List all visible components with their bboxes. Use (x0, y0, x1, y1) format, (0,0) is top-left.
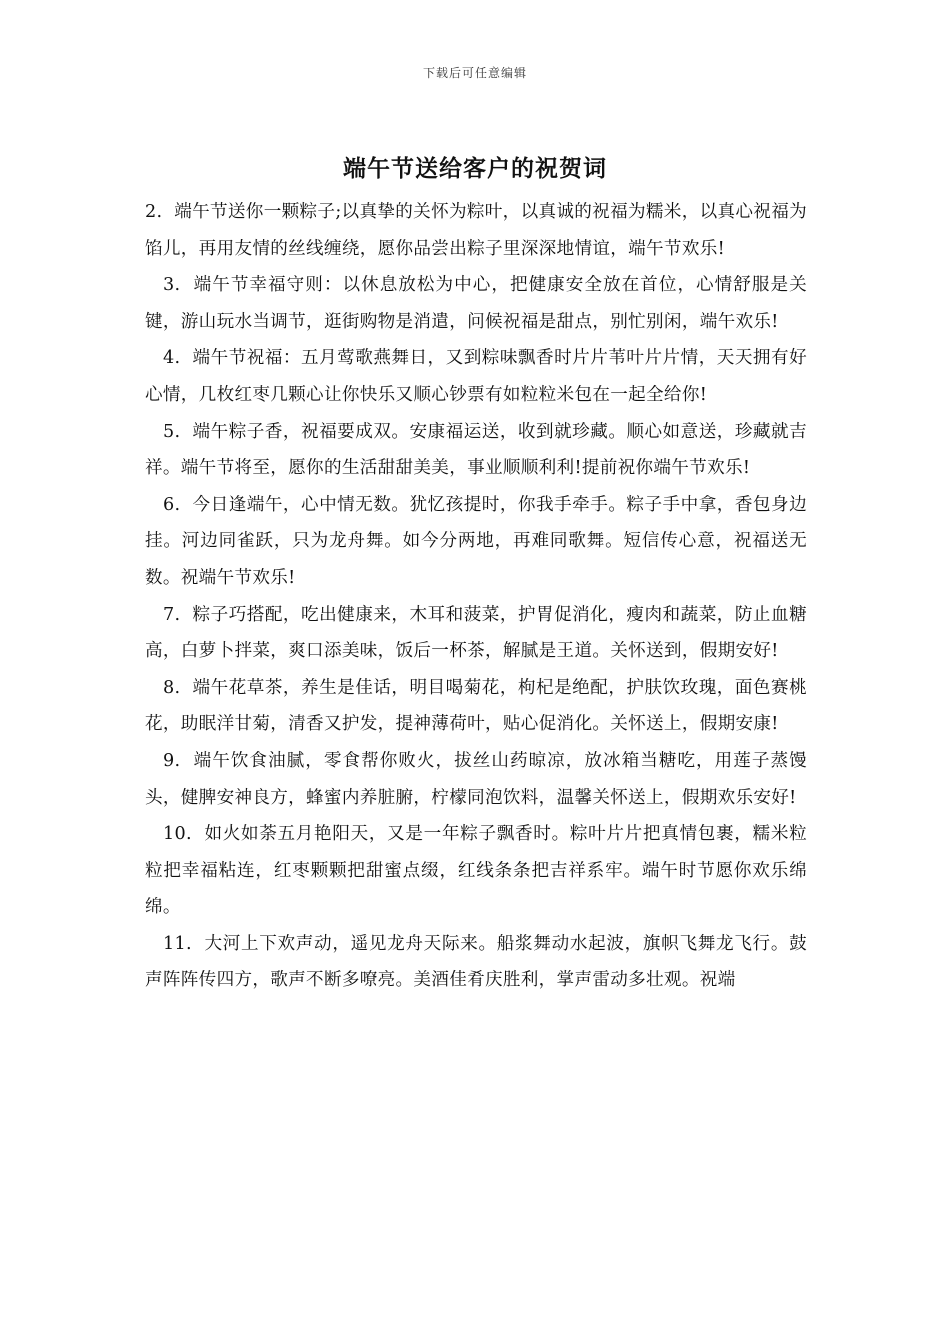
document-title: 端午节送给客户的祝贺词 (343, 155, 607, 182)
paragraph-4 (145, 340, 807, 413)
paragraph-text: 端午饮食油腻，零食帮你败火，拔丝山药晾凉，放冰箱当糖吃，用莲子蒸馒头，健脾安神良方，蜂蜜内养脏腑，柠檬同泡饮料，温馨关怀送上，假期欢乐安好! (145, 750, 807, 808)
paragraph-11 (145, 926, 807, 999)
paragraph-3 (145, 267, 807, 340)
paragraph-text: 端午节祝福：五月莺歌燕舞日，又到粽味飘香时片片苇叶片片情，天天拥有好心情，几枚红枣几颗心让你快乐又顺心钞票有如粒粒米包在一起全给你! (145, 348, 807, 405)
paragraph-10 (145, 816, 807, 926)
paragraph-8 (145, 670, 807, 743)
paragraph-number: 9. (163, 750, 181, 771)
paragraph-5 (145, 414, 807, 487)
paragraph-text: 大河上下欢声动，遥见龙舟天际来。船浆舞动水起波，旗帜飞舞龙飞行。鼓声阵阵传四方，歌声不断多嘹亮。美酒佳肴庆胜利，掌声雷动多壮观。祝端 (145, 933, 807, 991)
paragraph-text: 端午节幸福守则：以休息放松为中心，把健康安全放在首位，心情舒服是关键，游山玩水当调节，逛街购物是消遣，问候祝福是甜点，别忙别闲，端午欢乐! (145, 275, 807, 332)
paragraph-number: 10. (163, 824, 192, 845)
paragraph-9 (145, 743, 807, 816)
paragraph-number: 11. (163, 933, 192, 954)
document-body (145, 194, 807, 999)
paragraph-2 (145, 194, 807, 267)
paragraph-text: 今日逢端午，心中情无数。犹忆孩提时，你我手牵手。粽子手中拿，香包身边挂。河边同雀跃，只为龙舟舞。如今分两地，再难同歌舞。短信传心意，祝福送无数。祝端午节欢乐! (145, 494, 807, 588)
paragraph-text: 端午节送你一颗粽子;以真挚的关怀为粽叶，以真诚的祝福为糯米，以真心祝福为馅儿，再用友情的丝线缠绕，愿你品尝出粽子里深深地情谊，端午节欢乐! (145, 202, 807, 259)
header-note: 下载后可任意编辑 (422, 66, 527, 80)
paragraph-text: 如火如荼五月艳阳天，又是一年粽子飘香时。粽叶片片把真情包裹，糯米粒粒把幸福粘连，红枣颗颗把甜蜜点缀，红线条条把吉祥系牢。端午时节愿你欢乐绵绵。 (145, 824, 807, 918)
paragraph-number: 8. (163, 677, 181, 698)
paragraph-text: 端午粽子香，祝福要成双。安康福运送，收到就珍藏。顺心如意送，珍藏就吉祥。端午节将至，愿你的生活甜甜美美，事业顺顺利利!提前祝你端午节欢乐! (145, 421, 807, 479)
paragraph-number: 4. (163, 348, 181, 369)
paragraph-number: 3. (163, 275, 181, 296)
paragraph-text: 端午花草茶，养生是佳话，明目喝菊花，枸杞是绝配，护肤饮玫瑰，面色赛桃花，助眠洋甘菊，清香又护发，提神薄荷叶，贴心促消化。关怀送上，假期安康! (145, 677, 807, 735)
paragraph-number: 2. (145, 202, 163, 222)
paragraph-7 (145, 597, 807, 670)
paragraph-6 (145, 487, 807, 597)
paragraph-number: 7. (163, 604, 181, 625)
paragraph-number: 5. (163, 421, 181, 442)
paragraph-text: 粽子巧搭配，吃出健康来，木耳和菠菜，护胃促消化，瘦肉和蔬菜，防止血糖高，白萝卜拌菜，爽口添美味，饭后一杯茶，解腻是王道。关怀送到，假期安好! (145, 604, 807, 662)
paragraph-number: 6. (163, 494, 181, 515)
